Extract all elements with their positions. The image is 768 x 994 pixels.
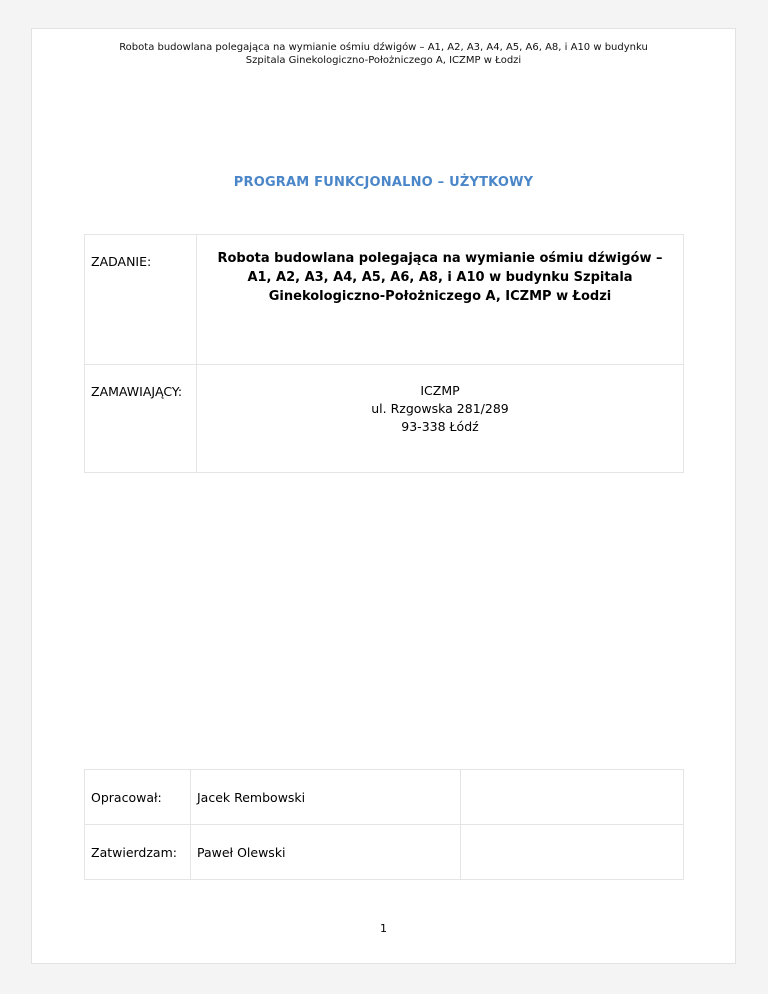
prepared-name: Jacek Rembowski [191,770,461,825]
client-value [197,365,684,473]
client-label: ZAMAWIAJĄCY: [85,365,197,473]
running-header [32,41,735,67]
task-label: ZADANIE: [85,235,197,365]
approved-label: Zatwierdzam: [85,825,191,880]
task-value: Robota budowlana polegająca na wymianie ośmiu dźwigów – A1, A2, A3, A4, A5, A6, A8, i A10 w budynku Szpitala Ginekologiczno-Położniczego A, ICZMP w Łodzi [197,235,684,365]
task-row [85,235,684,365]
document-title: PROGRAM FUNKCJONALNO – UŻYTKOWY [233,175,534,190]
signature-table [84,769,684,880]
info-table [84,234,684,473]
prepared-row [85,770,684,825]
prepared-label: Opracował: [85,770,191,825]
approved-row [85,825,684,880]
client-city: 93-338 Łódź [401,419,479,434]
client-street: ul. Rzgowska 281/289 [371,401,509,416]
approved-name: Paweł Olewski [191,825,461,880]
page-number: 1 [380,922,387,935]
client-row [85,365,684,473]
client-name: ICZMP [420,383,460,398]
header-line-1: Robota budowlana polegająca na wymianie ośmiu dźwigów – A1, A2, A3, A4, A5, A6, A8, i A10 w budynku [119,42,648,53]
prepared-signature-cell [461,770,684,825]
header-line-2: Szpitala Ginekologiczno-Położniczego A, ICZMP w Łodzi [245,55,522,66]
approved-signature-cell [461,825,684,880]
document-page [31,28,736,964]
